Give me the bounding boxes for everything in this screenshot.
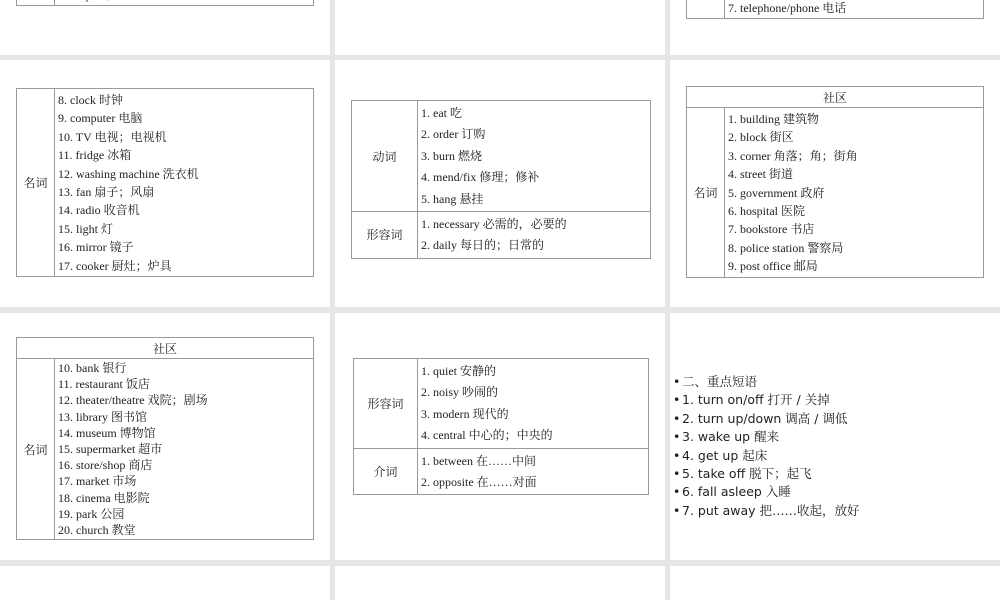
category-cell: 动词 — [352, 101, 418, 212]
vocab-item: 17. market 市场 — [58, 474, 137, 489]
category-cell: 名词 — [17, 89, 55, 277]
slide-r4-c3[interactable] — [670, 566, 1000, 600]
vocab-item: 2. order 订购 — [421, 127, 486, 142]
items-cell — [55, 89, 314, 277]
vocab-item: 20. church 教堂 — [58, 523, 136, 538]
vocab-item: 16. mirror 镜子 — [58, 240, 134, 255]
vocab-item: 15. light 灯 — [58, 221, 114, 236]
items-cell — [55, 359, 314, 540]
category-cell: 名词 — [17, 359, 55, 540]
vocab-item: 13. fan 扇子；风扇 — [58, 185, 155, 200]
phrase-item: • 7. put away 把……收起，放好 — [673, 502, 860, 518]
phrase-heading: • 二、重点短语 — [673, 374, 758, 389]
category-cell — [687, 0, 725, 19]
vocab-item: 1. between 在……中间 — [421, 453, 536, 468]
phrase-item: • 5. take off 脱下；起飞 — [673, 465, 812, 481]
vocab-item: 14. museum 博物馆 — [58, 425, 156, 440]
vocab-item: 17. cooker 厨灶；炉具 — [58, 258, 172, 273]
vocab-table — [16, 0, 314, 6]
vocab-item: 13. library 图书馆 — [58, 409, 147, 424]
vocab-item: 1. necessary 必需的，必要的 — [421, 217, 567, 232]
category-cell: 形容词 — [352, 212, 418, 259]
phrase-item: • 1. turn on/off 打开 / 关掉 — [673, 392, 830, 408]
vocab-item: 10. bank 银行 — [58, 361, 127, 375]
vocab-table — [16, 88, 314, 277]
slide-r3-c3[interactable] — [670, 313, 1000, 560]
vocab-item: 7. bookstore 书店 — [728, 222, 815, 237]
items-cell — [725, 0, 984, 19]
phrase-list — [673, 373, 860, 520]
table-header: 社区 — [687, 87, 984, 108]
slide-r4-c2[interactable] — [335, 566, 665, 600]
vocab-table — [351, 100, 651, 259]
vocab-item: 3. burn 燃烧 — [421, 148, 482, 163]
phrase-item: • 6. fall asleep 入睡 — [673, 484, 791, 500]
items-cell — [725, 108, 984, 278]
vocab-table — [686, 0, 984, 19]
vocab-item: 8. police station 警察局 — [728, 240, 844, 255]
vocab-item: 2. block 街区 — [728, 130, 794, 145]
vocab-item: 1. building 建筑物 — [728, 112, 820, 126]
vocab-item: 14. radio 收音机 — [58, 203, 140, 218]
slide-r4-c1[interactable] — [0, 566, 330, 600]
category-cell — [17, 0, 55, 6]
vocab-item: 2. noisy 吵闹的 — [421, 385, 499, 400]
slide-r3-c1[interactable] — [0, 313, 330, 560]
category-cell: 形容词 — [354, 359, 418, 449]
vocab-item: 5. government 政府 — [728, 185, 825, 200]
items-cell — [418, 212, 651, 259]
phrase-item: • 2. turn up/down 调高 / 调低 — [673, 410, 848, 426]
slide-r1-c3[interactable] — [670, 0, 1000, 55]
vocab-item: 4. mend/fix 修理；修补 — [421, 170, 540, 185]
items-cell — [418, 359, 649, 449]
vocab-item: 7. telephone/phone 电话 — [728, 1, 847, 15]
vocab-item: 11. restaurant 饭店 — [58, 377, 150, 392]
vocab-item: 4. street 街道 — [728, 167, 793, 182]
vocab-item: 4. central 中心的；中央的 — [421, 428, 553, 443]
category-cell: 名词 — [687, 108, 725, 278]
vocab-item: 19. park 公园 — [58, 506, 125, 521]
items-cell — [55, 0, 314, 6]
vocab-item: 5. hang 悬挂 — [421, 191, 484, 206]
vocab-item: 2. opposite 在……对面 — [421, 475, 537, 490]
items-cell — [418, 101, 651, 212]
category-cell: 介词 — [354, 448, 418, 495]
slide-r2-c2[interactable] — [335, 60, 665, 307]
vocab-item: 18. cinema 电影院 — [58, 490, 150, 505]
vocab-table — [353, 358, 649, 495]
vocab-item: 2. daily 每日的；日常的 — [421, 238, 544, 253]
vocab-item: 12. theater/theatre 戏院；剧场 — [58, 393, 208, 408]
slide-r1-c1[interactable] — [0, 0, 330, 55]
vocab-item: 3. corner 角落；角；街角 — [728, 148, 858, 163]
vocab-item: 15. supermarket 超市 — [58, 442, 163, 457]
vocab-item: 3. modern 现代的 — [421, 406, 509, 421]
vocab-item: 10. TV 电视；电视机 — [58, 129, 167, 144]
vocab-item: 9. post office 邮局 — [728, 259, 818, 274]
vocab-item: 6. hospital 医院 — [728, 204, 805, 219]
items-cell — [418, 448, 649, 495]
vocab-item: 1. quiet 安静的 — [421, 364, 496, 378]
vocab-item: 11. fridge 冰箱 — [58, 148, 132, 163]
vocab-item — [58, 0, 309, 4]
vocab-table — [16, 337, 314, 540]
phrase-item: • 3. wake up 醒来 — [673, 429, 780, 445]
vocab-item: 16. store/shop 商店 — [58, 458, 153, 473]
table-header: 社区 — [17, 338, 314, 359]
vocab-item: 8. clock 时钟 — [58, 93, 123, 107]
vocab-item: 1. eat 吃 — [421, 106, 462, 120]
slide-r2-c3[interactable] — [670, 60, 1000, 307]
vocab-item: 9. computer 电脑 — [58, 111, 143, 126]
slide-r3-c2[interactable] — [335, 313, 665, 560]
slide-r2-c1[interactable] — [0, 60, 330, 307]
vocab-item: 12. washing machine 洗衣机 — [58, 166, 199, 181]
vocab-table — [686, 86, 984, 278]
slide-r1-c2[interactable] — [335, 0, 665, 55]
phrase-item: • 4. get up 起床 — [673, 447, 768, 463]
